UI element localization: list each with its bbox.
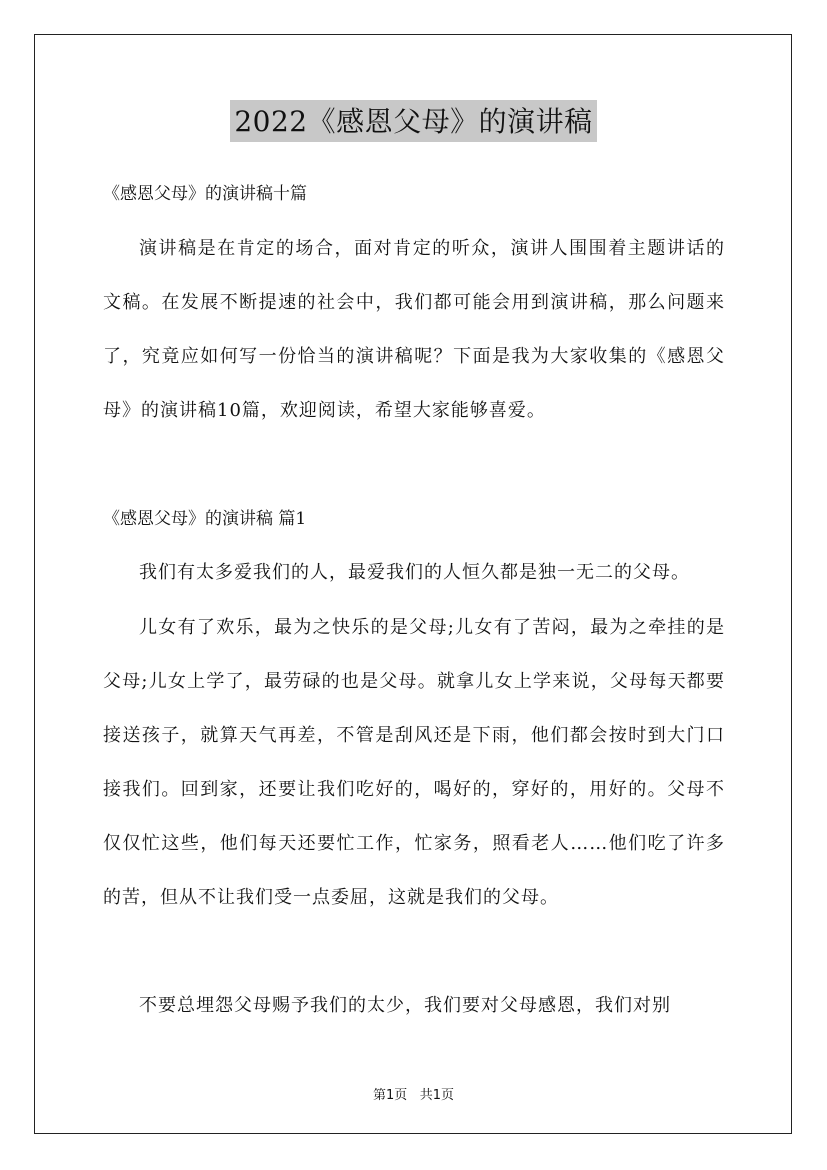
total-pages: 共1页 (419, 1088, 454, 1103)
document-subtitle: 《感恩父母》的演讲稿十篇 (103, 184, 307, 204)
body-paragraph-2: 儿女有了欢乐，最为之快乐的是父母;儿女有了苦闷，最为之牵挂的是父母;儿女上学了，最劳碌的也是父母。就拿儿女上学来说，父母每天都要接送孩子，就算天气再差，不管是刮风还是下雨，他们都会按时到大门口接我们。回到家，还要让我们吃好的，喝好的，穿好的，用好的。父母不仅仅忙这些，他们每天还要忙工作，忙家务，照看老人……他们吃了许多的苦，但从不让我们受一点委屈，这就是我们的父母。 (103, 617, 725, 908)
body-paragraph-3: 不要总埋怨父母赐予我们的太少，我们要对父母感恩，我们对别 (139, 995, 671, 1016)
page-footer (0, 1084, 827, 1103)
body-paragraph-1: 我们有太多爱我们的人，最爱我们的人恒久都是独一无二的父母。 (139, 562, 690, 583)
intro-paragraph: 演讲稿是在肯定的场合，面对肯定的听众，演讲人围围着主题讲话的文稿。在发展不断提速的社会中，我们都可能会用到演讲稿，那么问题来了，究竟应如何写一份恰当的演讲稿呢？下面是我为大家收集的《感恩父母》的演讲稿10篇，欢迎阅读，希望大家能够喜爱。 (103, 238, 725, 421)
document-title: 2022《感恩父母》的演讲稿 (230, 100, 596, 142)
document-title-wrapper (0, 100, 827, 142)
section-heading: 《感恩父母》的演讲稿 篇1 (103, 509, 307, 529)
page-number: 第1页 (373, 1088, 408, 1103)
